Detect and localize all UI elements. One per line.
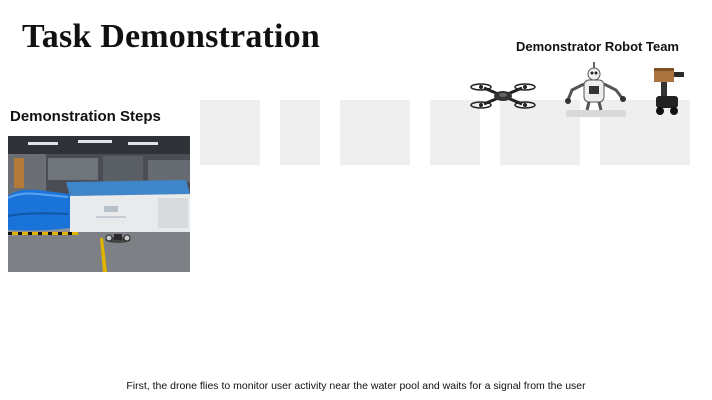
humanoid-robot-icon	[560, 60, 632, 118]
demonstration-scene-image	[8, 136, 190, 272]
drone-icon	[470, 78, 536, 112]
page-title: Task Demonstration	[22, 18, 320, 55]
robot-arm-icon	[648, 66, 688, 116]
steps-title: Demonstration Steps	[10, 108, 161, 125]
step-caption: First, the drone flies to monitor user activity near the water pool and waits for a signal from the user	[126, 380, 586, 392]
robot-team-title: Demonstrator Robot Team	[516, 39, 679, 54]
